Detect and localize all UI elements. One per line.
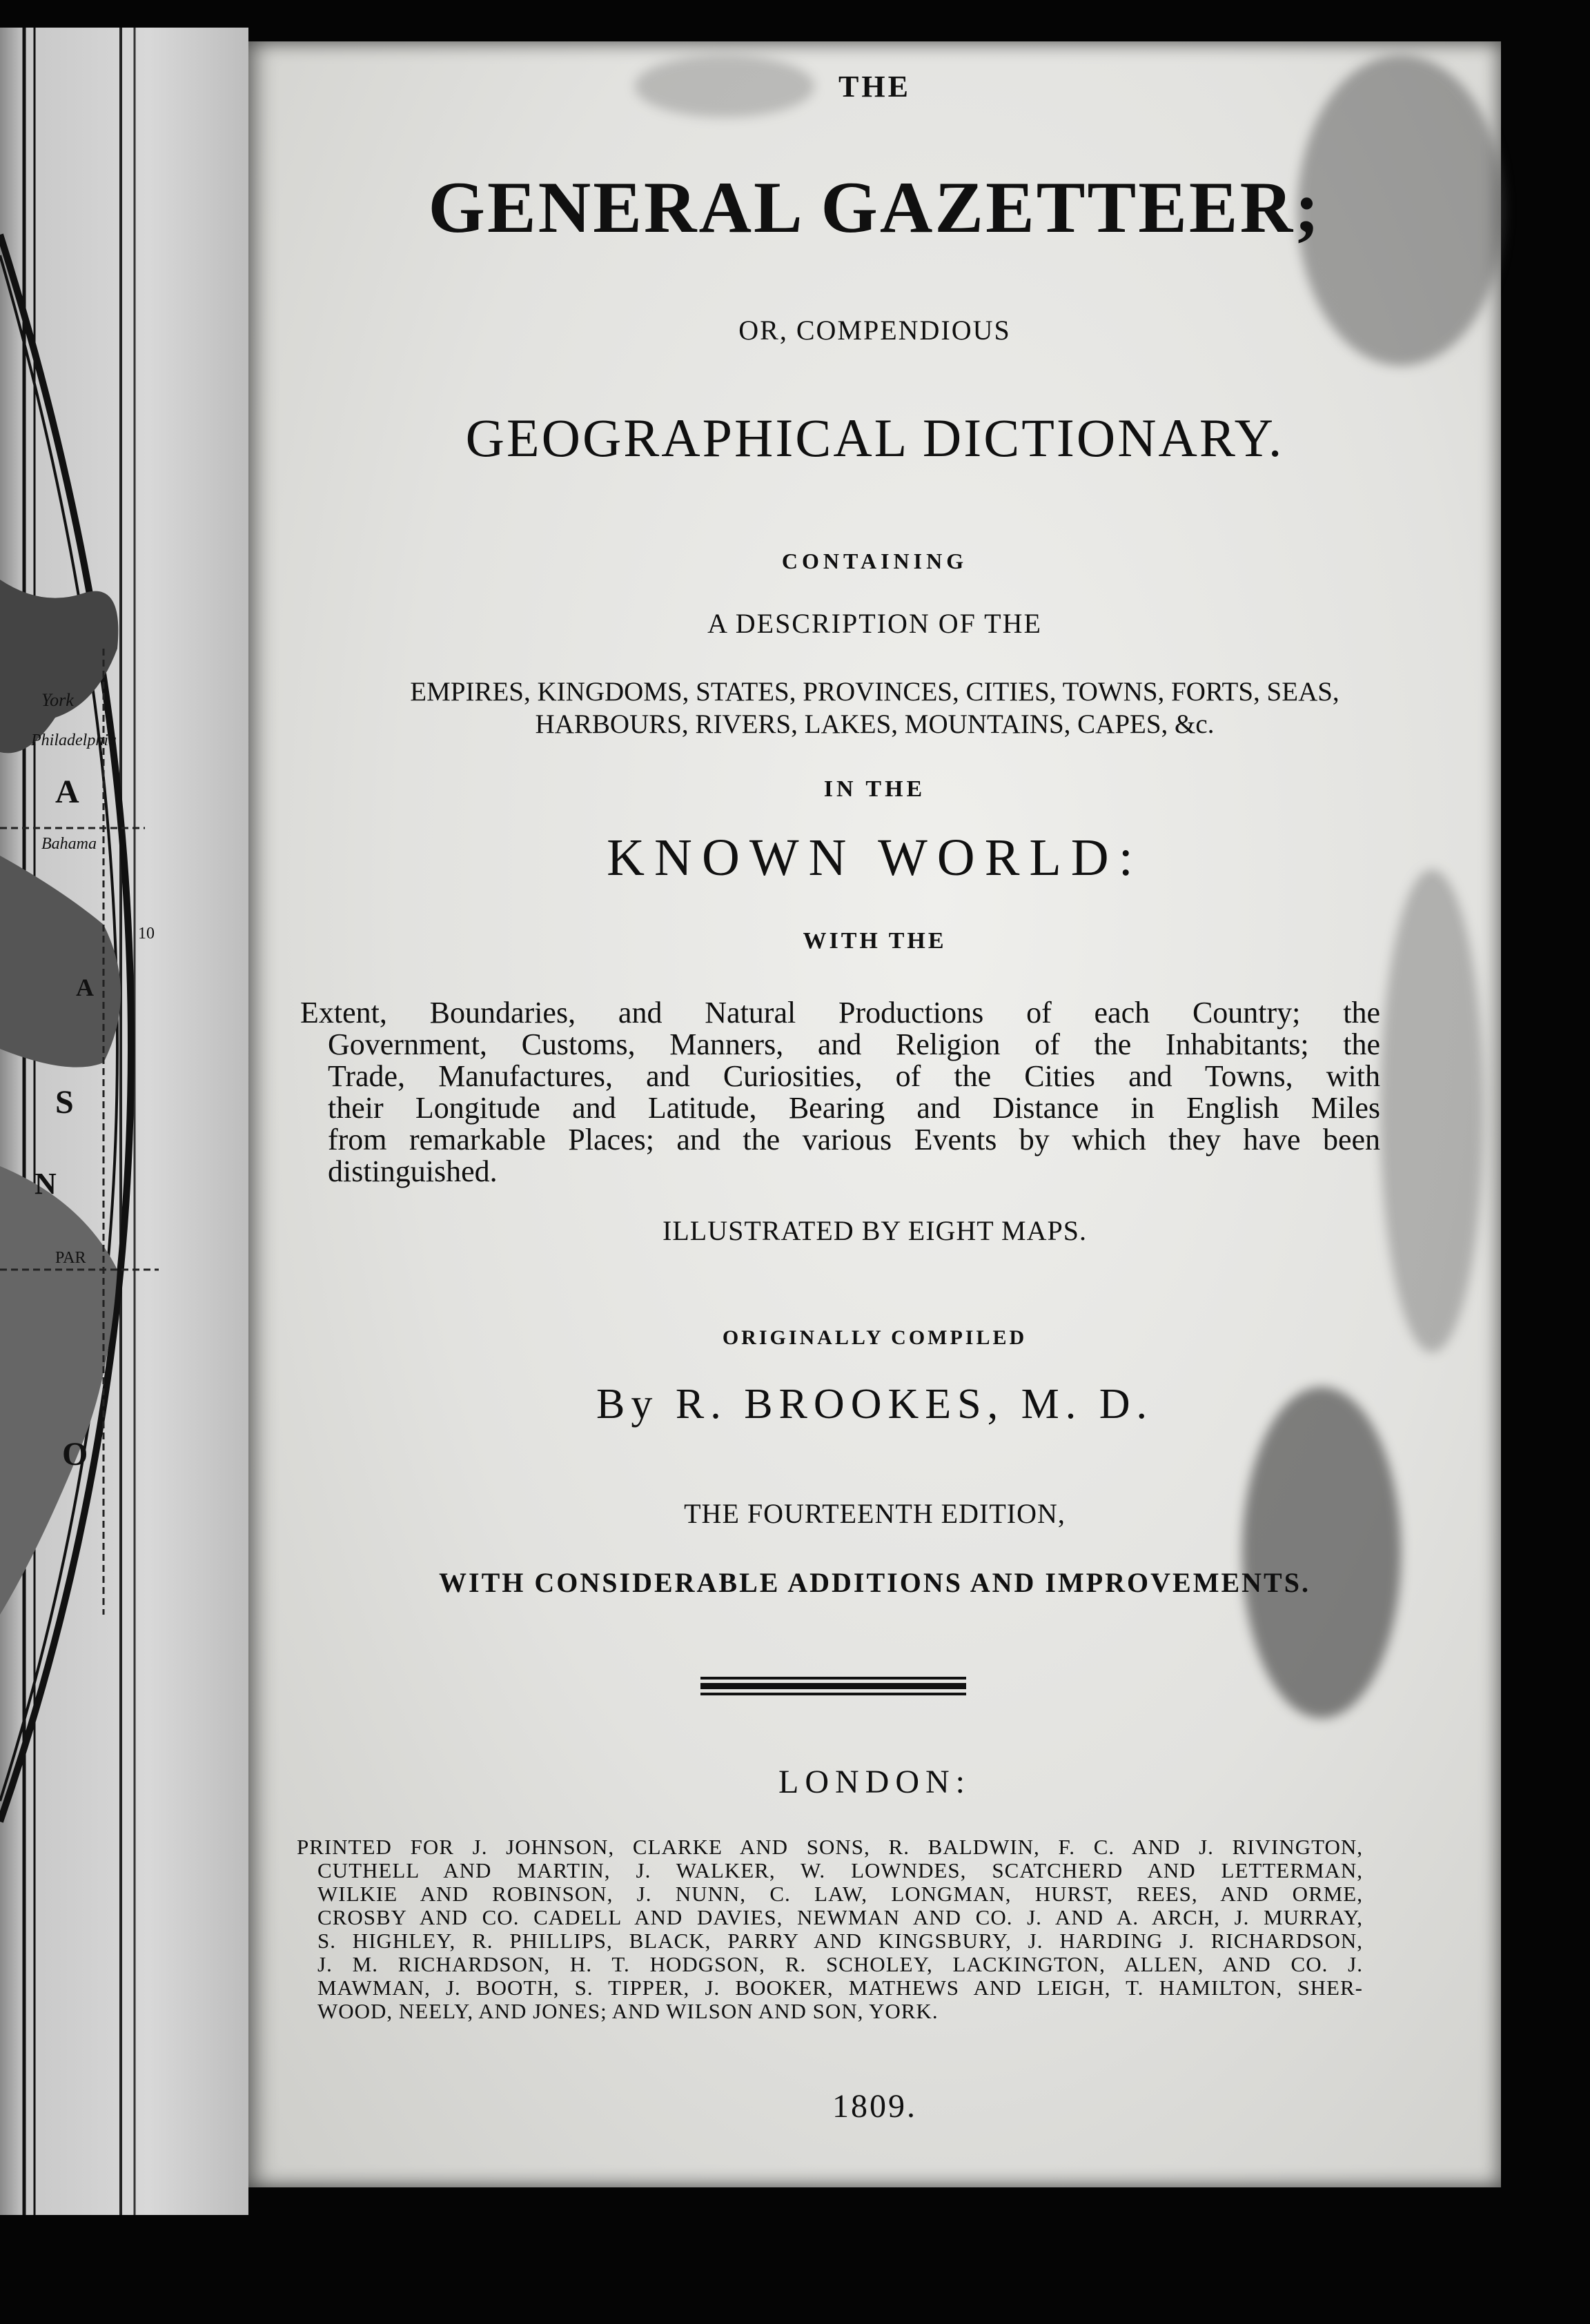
imprint-line: CROSBY AND CO. CADELL AND DAVIES, NEWMAN AND CO. J. AND A. ARCH, J. MURRAY,	[317, 1905, 1363, 1929]
contents-paragraph-line: distinguished.	[328, 1154, 498, 1188]
map-label: A	[76, 974, 94, 1001]
places-line: EMPIRES, KINGDOMS, STATES, PROVINCES, CITIES, TOWNS, FORTS, SEAS,	[410, 677, 1339, 707]
map-label: York	[41, 690, 74, 710]
contents-paragraph-line: from remarkable Places; and the various Events by which they have been	[328, 1123, 1380, 1156]
originally-compiled-line: ORIGINALLY COMPILED	[722, 1326, 1028, 1349]
map-label: S	[55, 1084, 74, 1121]
imprint-line: S. HIGHLEY, R. PHILLIPS, BLACK, PARRY AND KINGSBURY, J. HARDING J. RICHARDSON,	[317, 1929, 1363, 1953]
in-the-line: IN THE	[823, 776, 926, 802]
places-line: HARBOURS, RIVERS, LAKES, MOUNTAINS, CAPES, &c.	[535, 709, 1215, 739]
imprint-line: WOOD, NEELY, AND JONES; AND WILSON AND SON, YORK.	[317, 1999, 939, 2023]
map-label: Philadelphia	[31, 731, 117, 749]
map-label: N	[35, 1167, 57, 1201]
imprint-line: CUTHELL AND MARTIN, J. WALKER, W. LOWNDES, SCATCHERD AND LETTERMAN,	[317, 1858, 1363, 1882]
imprint-line: MAWMAN, J. BOOTH, S. TIPPER, J. BOOKER, MATHEWS AND LEIGH, T. HAMILTON, SHER-	[317, 1976, 1363, 2000]
publication-year: 1809.	[832, 2088, 917, 2125]
map-label: O	[62, 1436, 88, 1473]
imprint-line: WILKIE AND ROBINSON, J. NUNN, C. LAW, LONGMAN, HURST, REES, AND ORME,	[317, 1882, 1363, 1906]
contents-paragraph-line: their Longitude and Latitude, Bearing and Distance in English Miles	[328, 1091, 1380, 1125]
illustrated-line: ILLUSTRATED BY EIGHT MAPS.	[662, 1215, 1087, 1246]
map-label: Bahama	[41, 835, 97, 853]
containing-line: CONTAINING	[781, 549, 968, 573]
map-label: 10	[138, 925, 155, 943]
additions-line: WITH CONSIDERABLE ADDITIONS AND IMPROVEMENTS.	[439, 1567, 1311, 1598]
edition-line: THE FOURTEENTH EDITION,	[684, 1498, 1066, 1529]
title-page	[248, 41, 1501, 2187]
author-line: By R. BROOKES, M. D.	[596, 1381, 1153, 1428]
with-the-line: WITH THE	[803, 928, 947, 954]
place-of-publication: LONDON:	[778, 1764, 971, 1800]
map-label: PAR	[55, 1249, 86, 1267]
or-line: OR, COMPENDIOUS	[738, 315, 1011, 346]
imprint-line: J. M. RICHARDSON, H. T. HODGSON, R. SCHOLEY, LACKINGTON, ALLEN, AND CO. J.	[317, 1952, 1363, 1976]
water-stain	[1242, 1387, 1401, 1718]
decorative-rule	[700, 1675, 966, 1696]
contents-paragraph-line: Government, Customs, Manners, and Religion of the Inhabitants; the	[328, 1027, 1380, 1061]
subtitle: GEOGRAPHICAL DICTIONARY.	[465, 408, 1284, 468]
main-title: GENERAL GAZETTEER;	[428, 167, 1322, 248]
map-label: A	[55, 774, 79, 810]
contents-paragraph-line: Trade, Manufactures, and Curiosities, of the Cities and Towns, with	[328, 1059, 1380, 1093]
known-world-heading: KNOWN WORLD:	[607, 829, 1143, 887]
title-the: THE	[838, 70, 911, 104]
facing-map-fragment	[0, 28, 248, 2215]
contents-paragraph-line: Extent, Boundaries, and Natural Productions of each Country; the	[300, 996, 1380, 1030]
description-line: A DESCRIPTION OF THE	[707, 608, 1042, 639]
imprint-line: PRINTED FOR J. JOHNSON, CLARKE AND SONS, R. BALDWIN, F. C. AND J. RIVINGTON,	[297, 1835, 1363, 1859]
world-map-illustration	[0, 28, 248, 2215]
